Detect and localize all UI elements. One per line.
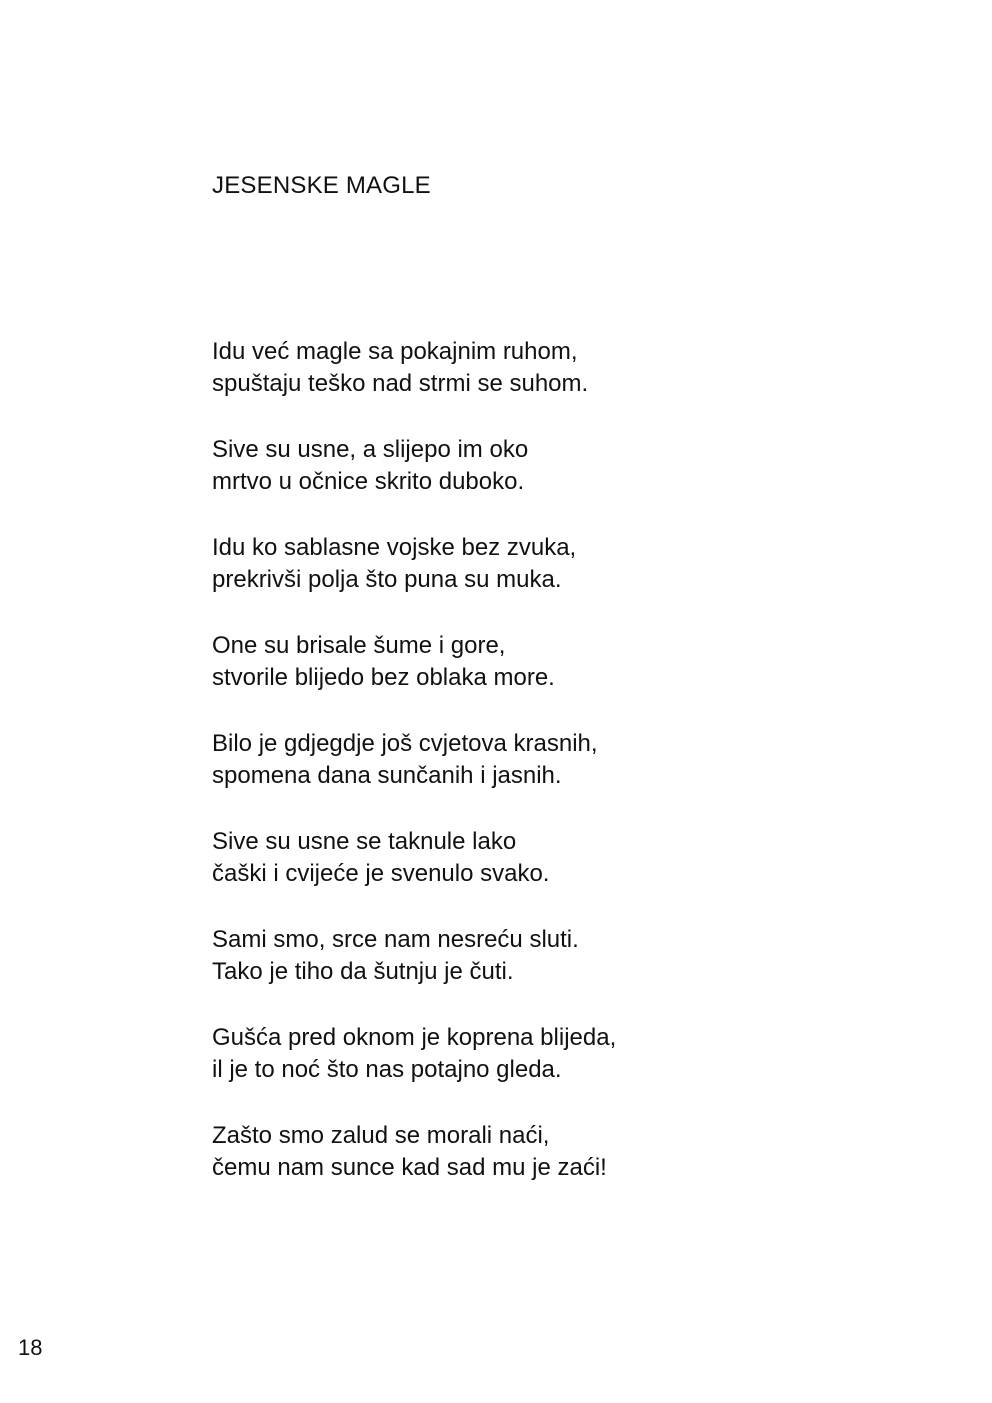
poem-line: čemu nam sunce kad sad mu je zaći!	[212, 1154, 607, 1181]
stanza	[212, 434, 912, 498]
poem-line: Bilo je gdjegdje još cvjetova krasnih,	[212, 730, 598, 757]
poem-line: Idu već magle sa pokajnim ruhom,	[212, 338, 578, 365]
poem-title: JESENSKE MAGLE	[212, 172, 431, 199]
stanza	[212, 826, 912, 890]
poem-line: spomena dana sunčanih i jasnih.	[212, 762, 562, 789]
poem-line: čaški i cvijeće je svenulo svako.	[212, 860, 550, 887]
poem-line: stvorile blijedo bez oblaka more.	[212, 664, 555, 691]
stanza	[212, 630, 912, 694]
page-number: 18	[18, 1335, 43, 1360]
poem-line: Gušća pred oknom je koprena blijeda,	[212, 1024, 617, 1051]
poem-line: spuštaju teško nad strmi se suhom.	[212, 370, 589, 397]
poem-line: One su brisale šume i gore,	[212, 632, 506, 659]
poem-line: Sive su usne, a slijepo im oko	[212, 436, 529, 463]
stanza	[212, 1120, 912, 1184]
stanza	[212, 1022, 912, 1086]
poem-line: Idu ko sablasne vojske bez zvuka,	[212, 534, 577, 561]
poem-line: prekrivši polja što puna su muka.	[212, 566, 562, 593]
poem-body	[212, 336, 912, 1218]
poem-line: Tako je tiho da šutnju je čuti.	[212, 958, 514, 985]
poem-line: Sami smo, srce nam nesreću sluti.	[212, 926, 579, 953]
poem-line: Zašto smo zalud se morali naći,	[212, 1122, 550, 1149]
stanza	[212, 336, 912, 400]
stanza	[212, 924, 912, 988]
poem-line: il je to noć što nas potajno gleda.	[212, 1056, 562, 1083]
poem-line: mrtvo u očnice skrito duboko.	[212, 468, 525, 495]
stanza	[212, 532, 912, 596]
stanza	[212, 728, 912, 792]
poem-line: Sive su usne se taknule lako	[212, 828, 517, 855]
